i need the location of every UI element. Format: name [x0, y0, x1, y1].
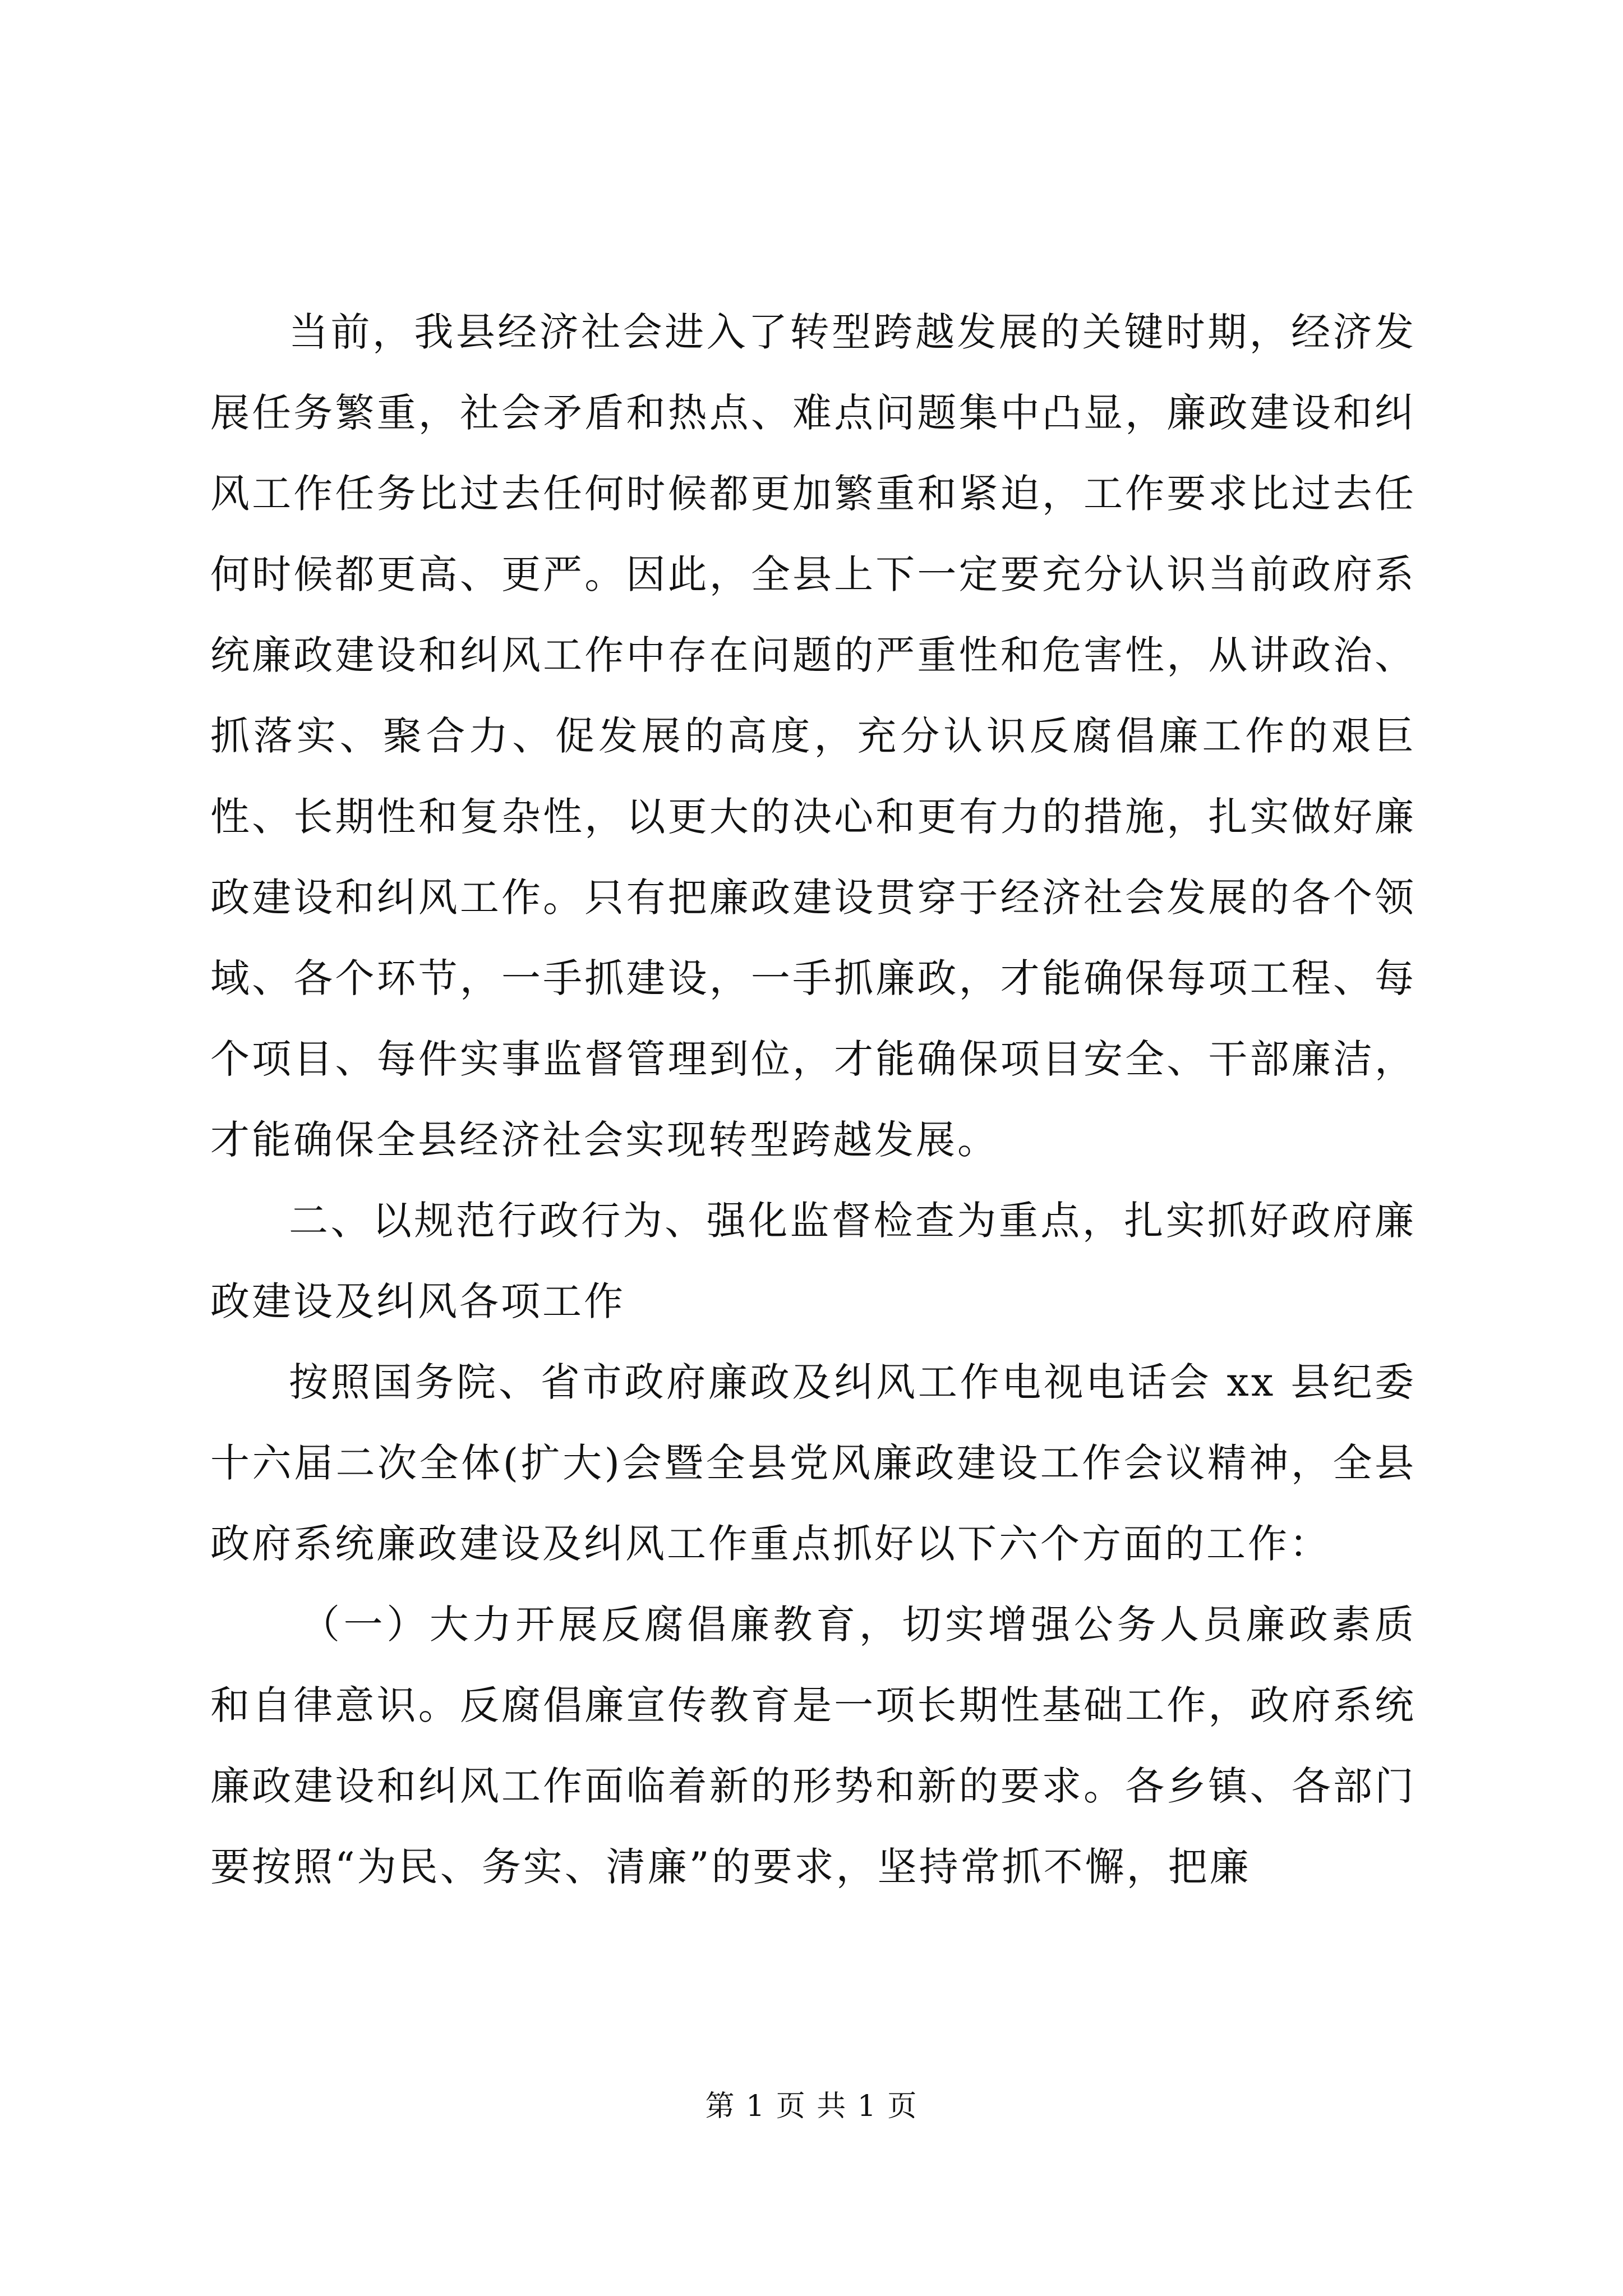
paragraph-meeting-spirit: 按照国务院、省市政府廉政及纠风工作电视电话会 xx 县纪委十六届二次全体(扩大)会暨全县党风廉政建设工作会议精神，全县政府系统廉政建设及纠风工作重点抓好以下六个方面的工作：	[210, 1359, 1416, 1567]
document-body	[210, 292, 1416, 1907]
page-number-footer: 第 1 页 共 1 页	[705, 2090, 918, 2123]
paragraph-item-one: （一）大力开展反腐倡廉教育，切实增强公务人员廉政素质和自律意识。反腐倡廉宣传教育是一项长期性基础工作，政府系统廉政建设和纠风工作面临着新的形势和新的要求。各乡镇、各部门要按照“为民、务实、清廉”的要求，坚持常抓不懈，把廉	[210, 1602, 1416, 1890]
section-heading-two: 二、以规范行政行为、强化监督检查为重点，扎实抓好政府廉政建设及纠风各项工作	[210, 1198, 1416, 1324]
paragraph-current-situation: 当前，我县经济社会进入了转型跨越发展的关键时期，经济发展任务繁重，社会矛盾和热点、难点问题集中凸显，廉政建设和纠风工作任务比过去任何时候都更加繁重和紧迫，工作要求比过去任何时候都更高、更严。因此，全县上下一定要充分认识当前政府系统廉政建设和纠风工作中存在问题的严重性和危害性，从讲政治、抓落实、聚合力、促发展的高度，充分认识反腐倡廉工作的艰巨性、长期性和复杂性，以更大的决心和更有力的措施，扎实做好廉政建设和纠风工作。只有把廉政建设贯穿于经济社会发展的各个领域、各个环节，一手抓建设，一手抓廉政，才能确保每项工程、每个项目、每件实事监督管理到位，才能确保项目安全、干部廉洁，才能确保全县经济社会实现转型跨越发展。	[210, 309, 1416, 1163]
